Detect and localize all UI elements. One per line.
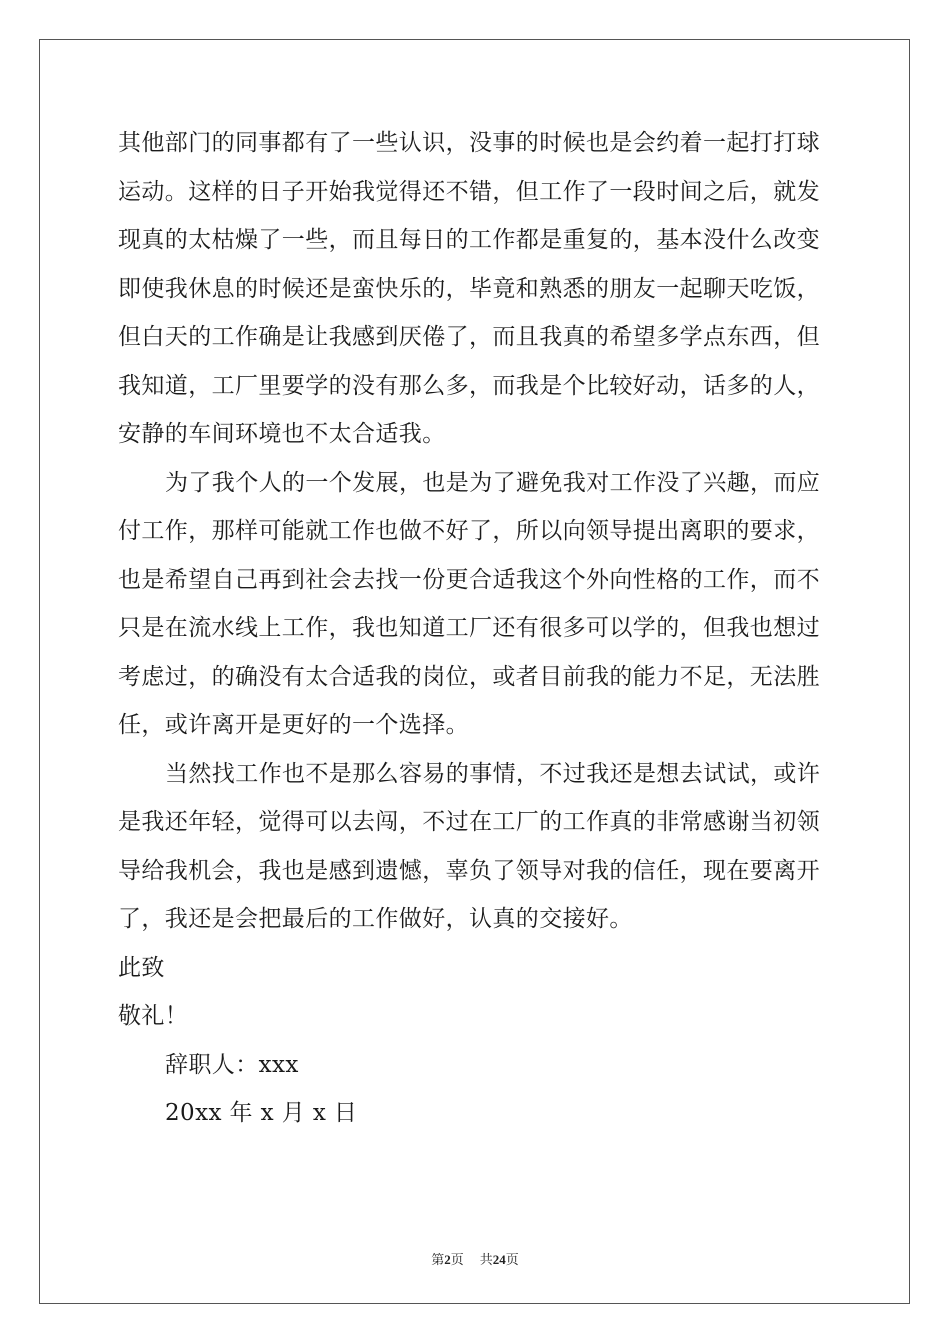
- text-line: 付工作，那样可能就工作也做不好了，所以向领导提出离职的要求，: [118, 518, 820, 544]
- page-footer: [0, 1249, 950, 1268]
- total-prefix: 共: [479, 1252, 493, 1267]
- text-line: 我知道，工厂里要学的没有那么多，而我是个比较好动，话多的人，: [118, 372, 820, 399]
- page-suffix: 页: [450, 1252, 464, 1267]
- text-line: 是我还年轻，觉得可以去闯，不过在工厂的工作真的非常感谢当初领: [118, 809, 820, 835]
- text-line: 导给我机会，我也是感到遗憾，辜负了领导对我的信任，现在要离开: [118, 857, 820, 884]
- text-line: 也是希望自己再到社会去找一份更合适我这个外向性格的工作，而不: [118, 566, 820, 593]
- text-line: 为了我个人的一个发展，也是为了避免我对工作没了兴趣，而应: [165, 469, 821, 496]
- closing: 此致: [118, 954, 165, 981]
- text-line: 其他部门的同事都有了一些认识，没事的时候也是会约着一起打打球: [118, 130, 820, 156]
- page-number: 2: [444, 1252, 451, 1267]
- total-pages: 24: [492, 1252, 506, 1267]
- signature: 辞职人：xxx: [165, 1051, 299, 1078]
- total-suffix: 页: [505, 1252, 519, 1267]
- paragraph-3: [118, 759, 838, 935]
- text-line: 现真的太枯燥了一些，而且每日的工作都是重复的，基本没什么改变: [118, 227, 820, 253]
- text-line: 运动。这样的日子开始我觉得还不错，但工作了一段时间之后，就发: [118, 178, 820, 205]
- text-line: 任，或许离开是更好的一个选择。: [118, 712, 469, 738]
- text-line: 考虑过，的确没有太合适我的岗位，或者目前我的能力不足，无法胜: [118, 663, 820, 690]
- text-line: 安静的车间环境也不太合适我。: [118, 421, 446, 447]
- paragraph-1: [118, 128, 838, 449]
- salutation: 敬礼！: [118, 1003, 189, 1029]
- date: 20xx 年 x 月 x 日: [165, 1100, 358, 1126]
- text-line: 只是在流水线上工作，我也知道工厂还有很多可以学的，但我也想过: [118, 615, 820, 641]
- text-line: 了，我还是会把最后的工作做好，认真的交接好。: [118, 906, 633, 932]
- text-line: 但白天的工作确是让我感到厌倦了，而且我真的希望多学点东西，但: [118, 324, 820, 350]
- text-line: 当然找工作也不是那么容易的事情，不过我还是想去试试，或许: [165, 760, 821, 787]
- paragraph-2: [118, 468, 838, 741]
- text-line: 即使我休息的时候还是蛮快乐的，毕竟和熟悉的朋友一起聊天吃饭，: [118, 275, 820, 302]
- letter-body: [118, 128, 838, 1147]
- page-prefix: 第: [431, 1252, 445, 1267]
